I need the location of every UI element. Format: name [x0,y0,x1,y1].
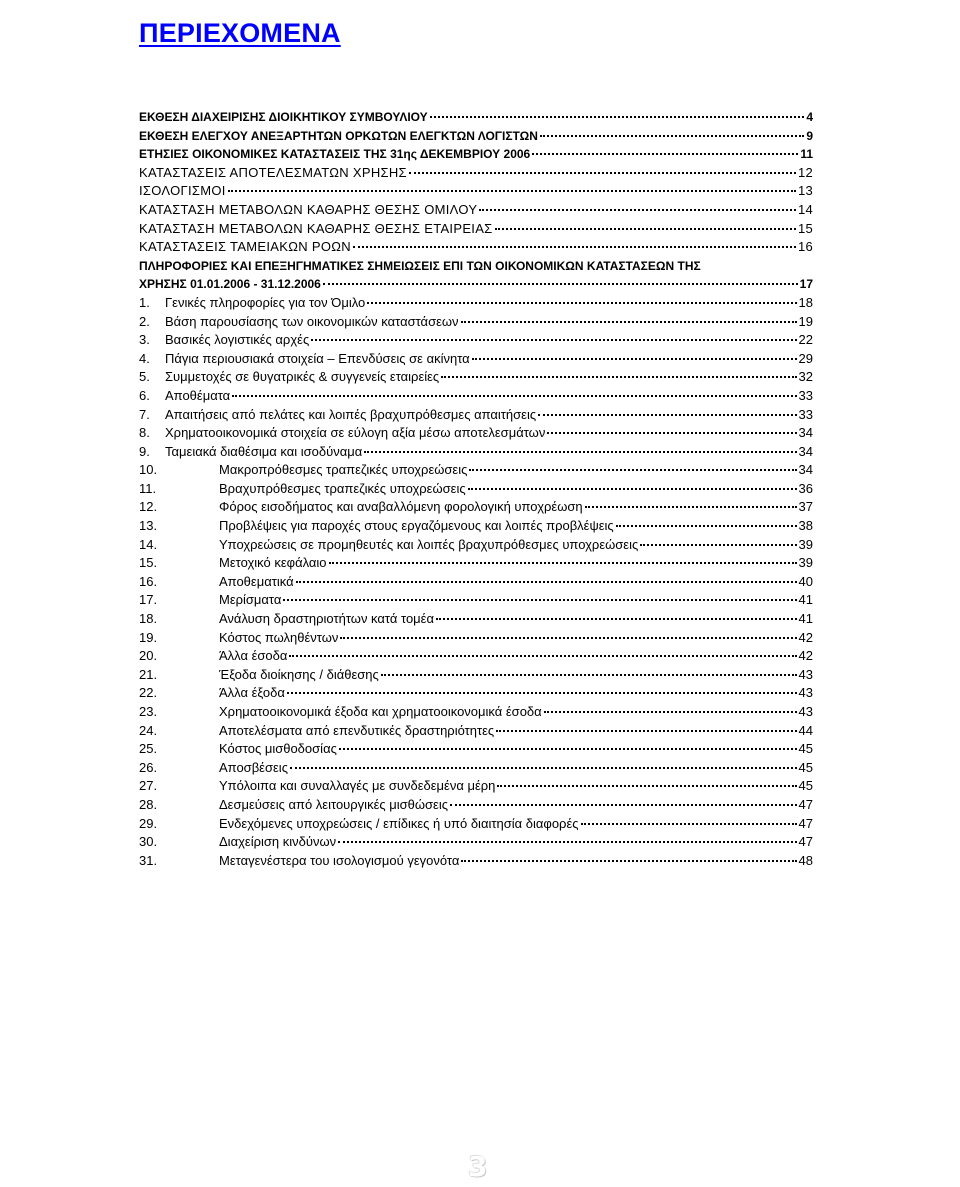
dot-leader [468,487,797,490]
toc-entry-page: 39 [798,555,813,571]
toc-note-number: 18. [139,611,158,627]
toc-note-number: 21. [139,666,158,682]
toc-note-entry[interactable] [139,703,813,722]
toc-entry-page: 43 [798,704,813,719]
toc-entry-page: 45 [798,778,813,794]
toc-note-number: 4. [139,350,150,366]
toc-entry-text: Αποθέματα [165,387,231,403]
toc-note-entry[interactable] [139,350,813,369]
toc-note-entry[interactable] [139,573,813,592]
toc-note-number: 19. [139,629,158,645]
toc-note-number: 14. [139,536,158,552]
dot-leader [538,413,796,416]
toc-entry-text: Χρηματοοικονομικά έξοδα και χρηματοοικονομικά έσοδα [219,704,542,719]
toc-note-number: 5. [139,369,150,385]
toc-note-number: 31. [139,852,158,868]
toc-note-entry[interactable] [139,591,813,610]
toc-entry-text: Μερίσματα [219,592,282,608]
toc-note-number: 15. [139,555,158,571]
toc-entry-text: ΚΑΤΑΣΤΑΣΕΙΣ ΑΠΟΤΕΛΕΣΜΑΤΩΝ ΧΡΗΣΗΣ [139,164,407,180]
dot-leader [311,338,796,341]
table-of-contents [139,108,813,870]
dot-leader [461,320,797,323]
toc-entry-page: 33 [798,387,813,403]
toc-note-number: 20. [139,648,158,664]
dot-leader [544,710,797,713]
dot-leader [353,245,796,248]
dot-leader [296,580,797,583]
toc-entry-text: Αποθεματικά [219,573,294,589]
toc-note-number: 26. [139,759,158,775]
dot-leader [381,673,797,676]
dot-leader [409,171,796,174]
toc-entry[interactable] [139,108,813,127]
toc-entry-text: Κόστος μισθοδοσίας [219,741,337,757]
toc-note-number: 28. [139,796,158,812]
toc-entry-text: ΧΡΗΣΗΣ 01.01.2006 - 31.12.2006 [139,277,321,292]
toc-entry[interactable] [139,127,813,146]
toc-entry[interactable] [139,238,813,257]
toc-entry-page: 45 [798,741,813,757]
toc-entry-page: 11 [800,147,813,162]
toc-note-entry[interactable] [139,815,813,834]
toc-note-number: 6. [139,387,150,403]
toc-entry-text: ΚΑΤΑΣΤΑΣΗ ΜΕΤΑΒΟΛΩΝ ΚΑΘΑΡΗΣ ΘΕΣΗΣ ΟΜΙΛΟΥ [139,201,478,217]
toc-note-entry[interactable] [139,480,813,499]
dot-leader [495,227,796,230]
toc-entry-text: Διαχείριση κινδύνων [219,834,337,850]
toc-entry[interactable] [139,220,813,239]
toc-entry-page: 42 [798,648,813,664]
toc-entry-text: Βάση παρουσίασης των οικονομικών καταστάσεων [165,313,459,329]
toc-note-number: 10. [139,462,158,478]
toc-entry-page: 33 [798,406,813,422]
dot-leader [289,654,796,657]
toc-note-number: 13. [139,518,158,534]
toc-entry-text: Μεταγενέστερα του ισολογισμού γεγονότα [219,852,460,868]
toc-entry-text: Γενικές πληροφορίες για τον Όμιλο [165,294,366,310]
dot-leader [640,543,796,546]
toc-entry-page: 41 [798,611,813,627]
toc-note-number: 8. [139,425,150,441]
toc-note-entry[interactable] [139,833,813,852]
toc-entry-page: 48 [798,852,813,868]
toc-note-entry[interactable] [139,722,813,741]
dot-leader [497,784,796,787]
toc-note-number: 22. [139,685,158,701]
toc-note-entry[interactable] [139,294,813,313]
toc-note-entry[interactable] [139,461,813,480]
toc-entry-page: 37 [798,499,813,515]
toc-entry-text: Βασικές λογιστικές αρχές [165,332,310,348]
toc-entry-text: ΕΚΘΕΣΗ ΔΙΑΧΕΙΡΙΣΗΣ ΔΙΟΙΚΗΤΙΚΟΥ ΣΥΜΒΟΥΛΙΟΥ [139,110,428,124]
toc-entry-text: ΚΑΤΑΣΤΑΣΕΙΣ ΤΑΜΕΙΑΚΩΝ ΡΟΩΝ [139,239,351,255]
toc-note-number: 1. [139,294,150,310]
dot-leader [367,301,796,304]
toc-entry-text: Προβλέψεις για παροχές στους εργαζόμενους και λοιπές προβλέψεις [219,518,614,534]
toc-entry[interactable] [139,145,813,164]
toc-note-entry[interactable] [139,368,813,387]
toc-entry-text: ΚΑΤΑΣΤΑΣΗ ΜΕΤΑΒΟΛΩΝ ΚΑΘΑΡΗΣ ΘΕΣΗΣ ΕΤΑΙΡΕΙΑΣ [139,220,493,236]
toc-entry-text: Δεσμεύσεις από λειτουργικές μισθώσεις [219,796,448,812]
dot-leader [283,598,796,601]
toc-entry-page: 18 [798,294,813,310]
toc-entry[interactable] [139,182,813,201]
toc-entry-page: 44 [798,722,813,738]
toc-note-number: 9. [139,443,150,459]
dot-leader [232,394,796,397]
toc-entry-text: ΕΚΘΕΣΗ ΕΛΕΓΧΟΥ ΑΝΕΞΑΡΤΗΤΩΝ ΟΡΚΩΤΩΝ ΕΛΕΓΚΤΩΝ ΛΟΓΙΣΤΩΝ [139,128,538,143]
toc-note-entry[interactable] [139,424,813,443]
toc-entry-page: 38 [798,518,813,534]
toc-note-entry[interactable] [139,796,813,815]
toc-entry-page: 19 [798,313,813,329]
toc-note-number: 11. [139,480,157,496]
toc-note-number: 3. [139,332,150,348]
dot-leader [441,375,796,378]
toc-entry-text: Χρηματοοικονομικά στοιχεία σε εύλογη αξία μέσω αποτελεσμάτων [165,425,546,441]
dot-leader [436,617,797,620]
toc-entry-page: 40 [798,573,813,589]
toc-entry-text: Κόστος πωληθέντων [219,629,339,645]
toc-note-number: 24. [139,722,158,738]
toc-entry-text: Αποσβέσεις [219,759,288,775]
toc-entry-page: 43 [798,666,813,682]
toc-note-entry[interactable] [139,498,813,517]
toc-entry-text: Ταμειακά διαθέσιμα και ισοδύναμα [165,443,363,459]
toc-entry-page: 9 [806,128,813,143]
page-title: ΠΕΡΙΕΧΟΜΕΝΑ [139,18,341,48]
toc-entry-page: 32 [798,369,813,385]
toc-note-number: 29. [139,815,158,831]
toc-entry-text: ΙΣΟΛΟΓΙΣΜΟΙ [139,183,226,199]
dot-leader [430,115,805,118]
toc-entry-page: 36 [798,480,813,496]
toc-entry-text: Αποτελέσματα από επενδυτικές δραστηριότητες [219,722,495,738]
dot-leader [469,468,796,471]
toc-entry-text: Συμμετοχές σε θυγατρικές & συγγενείς εταιρείες [165,369,440,385]
dot-leader [338,840,796,843]
toc-note-entry[interactable] [139,666,813,685]
dot-leader [340,636,796,639]
dot-leader [496,729,796,732]
toc-entry-text: Βραχυπρόθεσμες τραπεζικές υποχρεώσεις [219,480,466,496]
toc-note-entry[interactable] [139,313,813,332]
toc-entry-page: 39 [798,536,813,552]
toc-note-entry[interactable] [139,740,813,759]
dot-leader [364,450,796,453]
dot-leader [547,431,796,434]
toc-entry-page: 47 [798,815,813,831]
dot-leader [339,747,797,750]
toc-entry-page: 16 [797,239,813,255]
dot-leader [323,282,798,285]
toc-entry-text: Μετοχικό κεφάλαιο [219,555,327,571]
toc-note-number: 17. [139,592,158,608]
toc-entry-page: 43 [798,685,813,701]
dot-leader [329,561,797,564]
toc-entry-page: 34 [798,462,813,478]
toc-note-number: 25. [139,741,158,757]
dot-leader [479,208,796,211]
dot-leader [585,505,797,508]
toc-entry-text: Άλλα έσοδα [219,648,288,664]
toc-note-number: 12. [139,499,158,515]
toc-entry-page: 13 [797,183,813,199]
toc-entry-page: 41 [798,592,813,608]
toc-note-entry[interactable] [139,610,813,629]
dot-leader [450,803,797,806]
toc-entry-text: Έξοδα διοίκησης / διάθεσης [219,666,379,682]
dot-leader [532,152,798,155]
toc-entry-page: 12 [797,164,813,180]
dot-leader [616,524,797,527]
toc-note-entry[interactable] [139,536,813,555]
toc-entry-page: 4 [806,110,813,124]
toc-note-entry[interactable] [139,554,813,573]
toc-entry[interactable] [139,164,813,183]
toc-entry-page: 14 [797,201,813,217]
toc-note-entry[interactable] [139,684,813,703]
toc-entry-text: ΕΤΗΣΙΕΣ ΟΙΚΟΝΟΜΙΚΕΣ ΚΑΤΑΣΤΑΣΕΙΣ ΤΗΣ 31ης ΔΕΚΕΜΒΡΙΟΥ 2006 [139,147,531,162]
toc-entry[interactable] [139,201,813,220]
toc-entry-text: Ανάλυση δραστηριοτήτων κατά τομέα [219,611,434,627]
toc-note-entry[interactable] [139,852,813,871]
dot-leader [540,134,804,137]
toc-entry-page: 29 [798,350,813,366]
toc-entry-text: Υποχρεώσεις σε προμηθευτές και λοιπές βραχυπρόθεσμες υποχρεώσεις [219,536,639,552]
toc-note-entry[interactable] [139,777,813,796]
dot-leader [472,357,797,360]
toc-note-entry[interactable] [139,629,813,648]
toc-entry-text: ΠΛΗΡΟΦΟΡΙΕΣ ΚΑΙ ΕΠΕΞΗΓΗΜΑΤΙΚΕΣ ΣΗΜΕΙΩΣΕΙΣ ΕΠΙ ΤΩΝ ΟΙΚΟΝΟΜΙΚΩΝ ΚΑΤΑΣΤΑΣΕΩΝ ΤΗΣ [139,258,701,273]
toc-note-entry[interactable] [139,517,813,536]
toc-note-entry[interactable] [139,331,813,350]
toc-note-number: 2. [139,313,150,329]
toc-note-number: 7. [139,406,150,422]
toc-note-entry[interactable] [139,759,813,778]
toc-entry-text: Άλλα έξοδα [219,685,285,701]
toc-entry-page: 17 [799,277,813,292]
dot-leader [228,189,796,192]
toc-entry-page: 34 [798,443,813,459]
toc-entry-page: 47 [798,834,813,850]
page-number: 3 [468,1150,488,1183]
toc-entry-page: 15 [797,220,813,236]
toc-entry-page: 42 [798,629,813,645]
toc-entry-text: Απαιτήσεις από πελάτες και λοιπές βραχυπρόθεσμες απαιτήσεις [165,406,537,422]
toc-entry-text: Ενδεχόμενες υποχρεώσεις / επίδικες ή υπό διαιτησία διαφορές [219,815,579,831]
toc-entry-text: Φόρος εισοδήματος και αναβαλλόμενη φορολογική υποχρέωση [219,499,583,515]
toc-note-number: 30. [139,834,158,850]
toc-entry-page: 47 [798,796,813,812]
toc-entry-notes-heading[interactable] [139,257,813,294]
toc-note-entry[interactable] [139,443,813,462]
toc-entry-text: Μακροπρόθεσμες τραπεζικές υποχρεώσεις [219,462,468,478]
toc-entry-page: 22 [798,332,813,348]
dot-leader [581,822,797,825]
toc-note-entry[interactable] [139,387,813,406]
toc-entry-page: 45 [798,759,813,775]
dot-leader [461,859,796,862]
toc-note-number: 16. [139,573,158,589]
dot-leader [287,691,797,694]
toc-entry-text: Πάγια περιουσιακά στοιχεία – Επενδύσεις σε ακίνητα [165,350,470,366]
toc-note-entry[interactable] [139,647,813,666]
toc-entry-text: Υπόλοιπα και συναλλαγές με συνδεδεμένα μέρη [219,778,496,794]
toc-note-number: 27. [139,778,158,794]
toc-note-entry[interactable] [139,406,813,425]
dot-leader [290,766,797,769]
toc-note-number: 23. [139,704,158,719]
toc-entry-page: 34 [798,425,813,441]
